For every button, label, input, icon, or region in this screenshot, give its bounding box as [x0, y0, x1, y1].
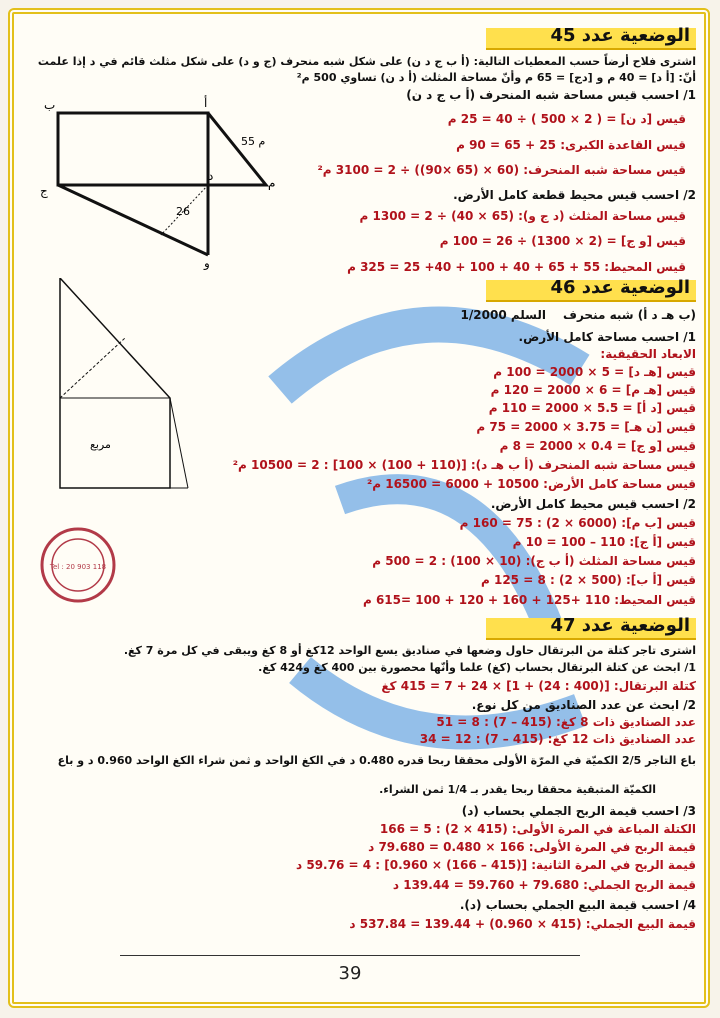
section-46-title: الوضعية عدد 46 [486, 280, 696, 302]
s47-a8: قيمة البيع الجملي: (415 × 0.960) + 139.44 = 537.84 د [349, 917, 696, 931]
s47-line2: باع التاجر 2/5 الكميّة في المرّة الأولى محققا ربحا قدره 0.480 د في الكغ الواحد و ثمن شراء الكغ الواحد 0.960 د و باع [57, 754, 696, 767]
s46-r6: قيس مساحة شبه المنحرف (أ ب هـ د): [(110 + 100) × 100] : 2 = 10500 م² [232, 458, 696, 472]
s46-sub: الابعاد الحقيقية: [600, 347, 696, 361]
s47-q4: 4/ احسب قيمة البيع الجملي بحساب (د). [459, 898, 696, 912]
s46-r8: قيس [ب م]: (6000 × 2) : 75 = 160 م [459, 516, 696, 530]
fig45-label-26: 26 [176, 205, 190, 218]
s45-a1: قيس [د ن] = ( 2 × 500 ) ÷ 40 = 25 م [447, 112, 686, 126]
s47-a6: قيمة الربح في المرة الثانية: [(415 – 166) × 0.960] : 4 = 59.76 د [296, 858, 696, 872]
s45-line1: اشترى فلاح أرضاً حسب المعطيات التالية: (أ ب ج د ن) على شكل شبه منحرف (ج و د) على شكل مثلث قائم في د إذا علمت [37, 55, 696, 68]
s47-q2: 2/ ابحث عن عدد الصناديق من كل نوع. [471, 698, 696, 712]
s46-r9: قيس [أ ج]: 110 – 100 = 10 م [512, 535, 696, 549]
s47-a4: الكتلة المباعة في المرة الأولى: (415 × 2) : 5 = 166 [379, 822, 696, 836]
s46-r10: قيس مساحة المثلث (أ ب ج): (10 × 100) : 2 = 500 م [372, 554, 696, 568]
section-47-title: الوضعية عدد 47 [486, 618, 696, 640]
s47-a3: عدد الصناديق ذات 12 كغ: (415 – 7) : 12 = 34 [419, 732, 696, 746]
fig45-label-d: د [208, 169, 214, 183]
s46-r7: قيس مساحة كامل الأرض: 10500 + 6000 = 16500 م² [366, 477, 696, 491]
s46-r2: قيس [هـ م] = 6 × 2000 = 120 م [490, 383, 696, 397]
s45-q2: 2/ احسب قيس محيط قطعة كامل الأرض. [453, 188, 696, 202]
s45-a5: قيس [و ج] = (2 × 1300) ÷ 26 = 100 م [439, 234, 686, 248]
s46-q2: 2/ احسب قيس محيط كامل الأرض. [490, 497, 696, 511]
s46-r12: قيس المحيط: 110 +125 + 160 + 120 + 100 =615 م [362, 593, 696, 607]
fig45-label-55: 55 م [241, 135, 266, 148]
s45-a2: قيس القاعدة الكبرى: 25 + 65 = 90 م [456, 138, 686, 152]
fig45-label-a: أ [204, 96, 208, 110]
s46-scale: السلم 1/2000 [460, 308, 546, 322]
stamp [38, 525, 118, 605]
fig45-label-w: و [204, 256, 210, 270]
s46-r11: قيس [أ ب]: (500 × 2) : 8 = 125 م [481, 573, 696, 587]
s45-a4: قيس مساحة المثلث (د ج و): (65 × 40) ÷ 2 = 1300 م [359, 209, 686, 223]
s47-q1: 1/ ابحث عن كتلة البرتقال بحساب (كغ) علما وأنّها محصورة بين 400 كغ و424 كغ. [258, 661, 696, 674]
figure-45 [36, 95, 296, 270]
footer-rule [120, 955, 580, 956]
s45-line2: أنّ: [أ د] = 40 م و [دج] = 65 م وأنّ مساحة المثلث (أ د ن) تساوي 500 م² [296, 71, 696, 84]
fig46-square-label: مربع [90, 438, 111, 451]
s46-r1: قيس [هـ د] = 5 × 2000 = 100 م [493, 365, 696, 379]
s45-a3: قيس مساحة شبه المنحرف: (60 × (65 ×90)) ÷ 2 = 3100 م² [317, 163, 686, 177]
fig45-label-m: م [268, 176, 276, 190]
s46-q1: 1/ احسب مساحة كامل الأرض. [518, 330, 696, 344]
s47-q3: 3/ احسب قيمة الربح الجملي بحساب (د) [461, 804, 696, 818]
fig45-label-b: ب [44, 98, 56, 112]
s47-line1: اشترى تاجر كتلة من البرتقال حاول وضعها في صناديق يسع الواحد 12كغ أو 8 كغ ويبقى في كل مرة 7 كغ. [123, 644, 696, 657]
s46-r3: قيس [د أ] = 5.5 × 2000 = 110 م [488, 401, 696, 415]
page-number: 39 [338, 963, 362, 984]
figure-46 [30, 278, 200, 518]
s47-a2: عدد الصناديق ذات 8 كغ: (415 – 7) : 8 = 51 [436, 715, 696, 729]
s45-q1: 1/ احسب قيس مساحة شبه المنحرف (أ ب ج د ن) [406, 88, 696, 102]
stamp-text: Tel : 20 903 118 [49, 563, 107, 571]
s46-intro: (ب هـ د أ) شبه منحرف [563, 308, 696, 322]
fig45-label-j: ج [40, 184, 48, 198]
s47-a5: قيمة الربح في المرة الأولى: 166 × 0.480 = 79.680 د [368, 840, 696, 854]
s45-a6: قيس المحيط: 55 + 65 + 40 + 100 + 40+ 25 = 325 م [347, 260, 686, 274]
s46-r4: قيس [ن هـ] = 3.75 × 2000 = 75 م [476, 420, 696, 434]
s47-line3: الكميّة المتبقية محققا ربحا يقدر بـ 1/4 ثمن الشراء. [379, 783, 656, 796]
s47-a1: كتلة البرتقال: [(400 : 24) + 1] × 24 + 7 = 415 كغ [381, 679, 696, 693]
section-45-title: الوضعية عدد 45 [486, 28, 696, 50]
s46-r5: قيس [و ج] = 0.4 × 2000 = 8 م [499, 439, 696, 453]
s47-a7: قيمة الربح الجملي: 79.680 + 59.760 = 139.44 د [392, 878, 696, 892]
